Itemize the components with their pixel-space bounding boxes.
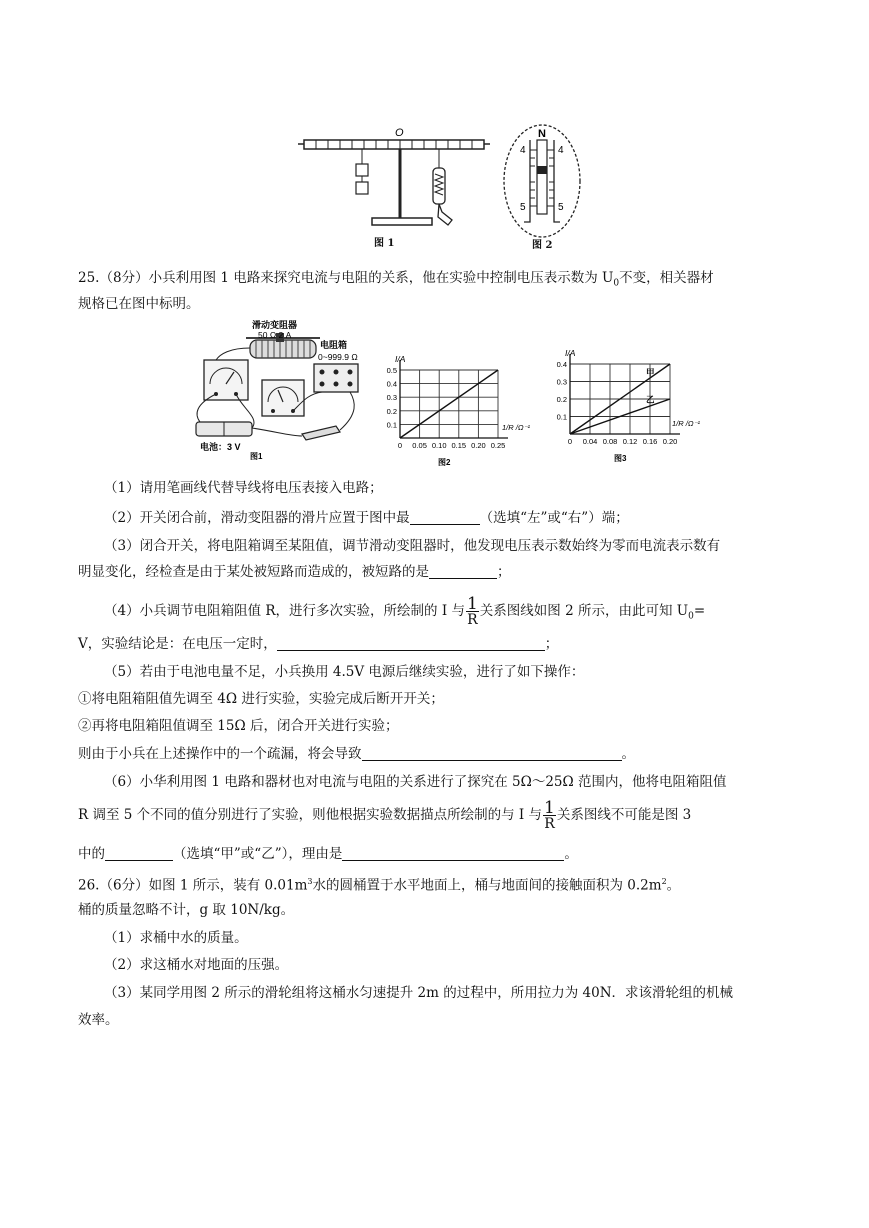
fig2-series [400,370,498,438]
x-tick-label: 0.20 [662,437,678,446]
fig2-line-chart [372,350,530,468]
x-tick-label: 0.25 [490,441,506,450]
x-tick-label: 0 [397,441,403,450]
q25-s5-line3: ②再将电阻箱阻值调至 15Ω 后，闭合开关进行实验； [78,718,399,734]
x-tick-label: 0.10 [431,441,447,450]
svg-text:50 Ω 2 A: 50 Ω 2 A [258,330,292,340]
answer-blank-3[interactable] [429,564,497,579]
fig2-caption: 图2 [438,458,451,467]
svg-text:图1: 图1 [250,452,263,460]
series-line [400,370,498,438]
q25-s3-line2: 明显变化，经检查是由于某处被短路而造成的，被短路的是 ； [78,564,511,580]
q25-s5-line1: （5）若由于电池电量不足，小兵换用 4.5V 电源后继续实验，进行了如下操作： [104,664,585,680]
fig2-xlabel: 1/R /Ω⁻¹ [502,423,530,432]
q25-s5-line4: 则由于小兵在上述操作中的一个疏漏，将会导致 。 [78,746,635,762]
svg-text:电阻箱: 电阻箱 [320,340,348,350]
q25-s2: （2）开关闭合前，滑动变阻器的滑片应置于图中最 （选填“左”或“右”）端； [104,510,629,526]
y-tick-label: 0.3 [386,393,397,403]
lever-figure [296,124,492,252]
q25-s5-line2: ①将电阻箱阻值先调至 4Ω 进行实验，实验完成后断开开关； [78,691,444,707]
fig3-ylabel: I/A [565,348,576,358]
q25-s6-line1: （6）小华利用图 1 电路和器材也对电流与电阻的关系进行了探究在 5Ω～25Ω 范围内，他将电阻箱阻值 [104,774,727,790]
fraction-1-over-R-2: $\frac{1}{R}$ [544,797,555,832]
x-tick-label: 0.12 [622,437,638,446]
q26-line6: 效率。 [78,1012,119,1028]
x-tick-label: 0.05 [412,441,427,450]
answer-blank-2[interactable] [410,510,480,525]
svg-text:4: 4 [558,145,564,156]
y-tick-label: 0.2 [386,406,397,416]
q25-score: （8分） [99,270,149,286]
x-tick-label: 0 [567,437,573,446]
x-tick-label: 0.16 [642,437,658,446]
svg-text:5: 5 [558,202,564,213]
answer-blank-6b[interactable] [342,846,564,861]
q25-s3-line1: （3）闭合开关，将电阻箱调至某阻值，调节滑动变阻器时，他发现电压表示数始终为零而电流表示数有 [104,538,721,554]
y-tick-label: 0.3 [556,377,567,387]
y-tick-label: 0.4 [386,379,397,389]
svg-text:5: 5 [520,202,526,213]
svg-text:4: 4 [520,145,526,156]
svg-text:滑动变阻器: 滑动变阻器 [252,320,298,330]
answer-blank-6a[interactable] [105,846,173,861]
q25-s1: （1）请用笔画线代替导线将电压表接入电路； [104,480,383,496]
spring-scale-dial-figure [500,122,584,240]
series-label: 甲 [646,367,655,378]
x-tick-label: 0.20 [471,441,486,450]
fig3-caption: 图3 [614,454,627,463]
q25-number: 25. [78,270,100,286]
q26-line2: 桶的质量忽略不计，g 取 10N/kg。 [78,902,295,918]
q26-line5: （3）某同学用图 2 所示的滑轮组将这桶水匀速提升 2m 的过程中，所用拉力为 40N．求该滑轮组的机械 [104,985,734,1001]
fraction-1-over-R: $\frac{1}{R}$ [466,593,478,628]
svg-text:电池：3 V: 电池：3 V [200,442,241,452]
svg-text:N: N [538,128,546,140]
series-label: 乙 [646,394,655,405]
fig1-caption-top: 图 1 [374,238,395,249]
answer-blank-4[interactable] [277,636,545,651]
fig2-ylabel: I/A [395,354,406,364]
q25-s6-line2: R 调至 5 个不同的值分别进行了实验，则他根据实验数据描点所绘制的与 I 与 $\frac{1}{R}$ 关系图线不可能是图 3 [78,797,692,832]
x-tick-label: 0.08 [602,437,618,446]
q25-intro-line2: 规格已在图中标明。 [78,296,200,312]
fig3-xlabel: 1/R /Ω⁻¹ [672,419,701,428]
q26-line3: （1）求桶中水的质量。 [104,930,248,946]
circuit-figure [190,318,366,460]
fig3-line-chart [552,344,702,464]
y-tick-label: 0.1 [386,420,397,430]
y-tick-label: 0.1 [556,412,567,422]
q25-s4-line1: （4）小兵调节电阻箱阻值 R，进行多次实验，所绘制的 I 与 $\frac{1}{R}$ 关系图线如图 2 所示，由此可知 $U_0=$ [104,593,706,628]
q26-line1: 26.（6分）如图 1 所示，装有 $0.01m^3$水的圆桶置于水平地面上，桶与地面间的接触面积为 $0.2m^2$。 [78,877,681,894]
q25-intro-line1: 25.（8分）小兵利用图 1 电路来探究电流与电阻的关系，他在实验中控制电压表示数为 $U_0$不变，相关器材 [78,270,714,289]
fig2-caption-top: 图 2 [532,240,553,251]
y-tick-label: 0.4 [556,360,567,369]
x-tick-label: 0.04 [582,437,598,446]
answer-blank-5[interactable] [362,746,622,761]
q26-line4: （2）求这桶水对地面的压强。 [104,957,289,973]
svg-text:O: O [395,127,404,139]
q25-s4-line2: V，实验结论是：在电压一定时， ； [78,636,559,652]
x-tick-label: 0.15 [451,441,467,450]
svg-text:0~999.9 Ω: 0~999.9 Ω [318,352,358,362]
y-tick-label: 0.2 [556,395,567,404]
q25-s6-line3: 中的 （选填“甲”或“乙”），理由是 。 [78,846,578,862]
q26-number: 26. [78,877,100,894]
y-tick-label: 0.5 [386,366,397,375]
